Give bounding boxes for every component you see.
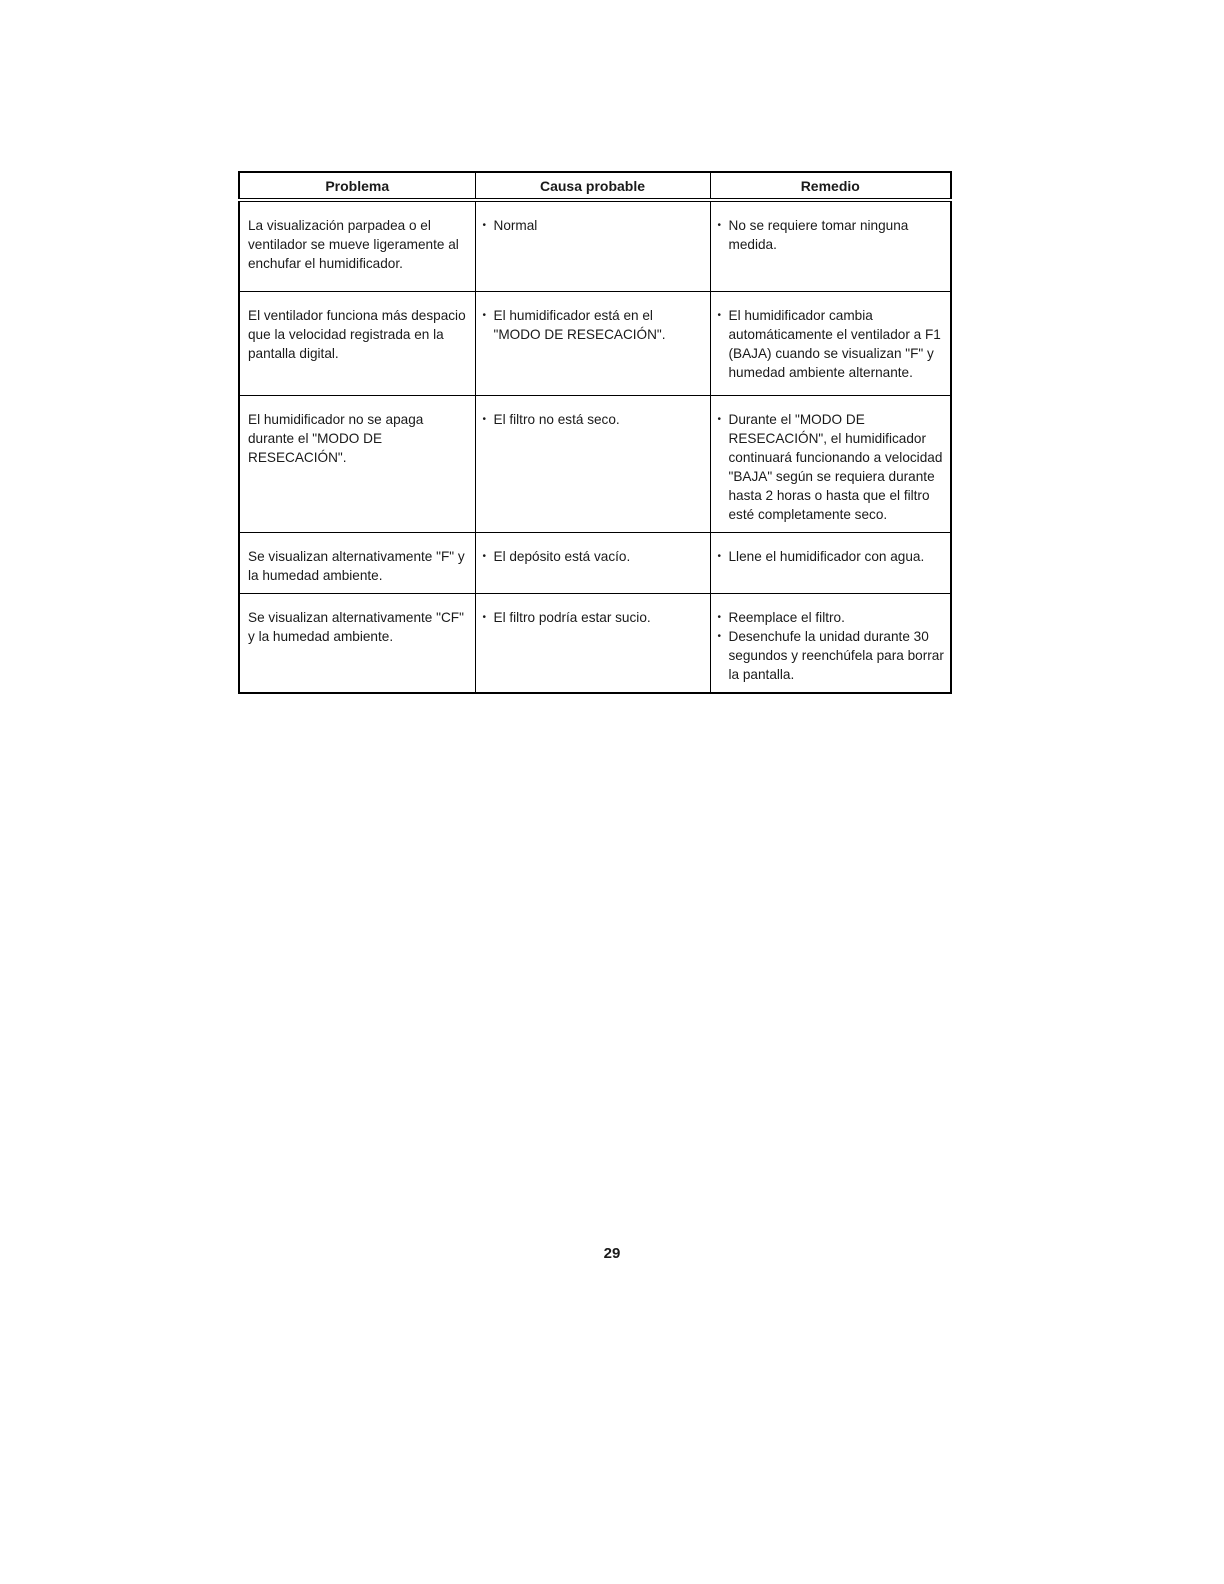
problem-cell: El humidificador no se apaga durante el "MODO DE RESECACIÓN". xyxy=(239,396,475,533)
cause-cell xyxy=(475,200,710,292)
cause-cell xyxy=(475,396,710,533)
remedy-item: • Durante el "MODO DE RESECACIÓN", el humidificador continuará funcionando a velocidad "BAJA" según se requiera durante hasta 2 horas o hasta que el filtro esté completamente seco. xyxy=(718,410,945,524)
cause-cell xyxy=(475,533,710,594)
header-cause: Causa probable xyxy=(475,172,710,200)
cause-item: • El humidificador está en el "MODO DE RESECACIÓN". xyxy=(483,306,704,344)
cause-cell xyxy=(475,594,710,694)
remedy-item: • No se requiere tomar ninguna medida. xyxy=(718,216,945,254)
remedy-cell xyxy=(710,200,951,292)
remedy-item: • Llene el humidificador con agua. xyxy=(718,547,945,566)
problem-cell: El ventilador funciona más despacio que la velocidad registrada en la pantalla digital. xyxy=(239,292,475,396)
remedy-item: • Desenchufe la unidad durante 30 segundos y reenchúfela para borrar la pantalla. xyxy=(718,627,945,684)
remedy-item: • Reemplace el filtro. xyxy=(718,608,945,627)
remedy-cell xyxy=(710,594,951,694)
table-row xyxy=(239,396,951,533)
table-row xyxy=(239,594,951,694)
cause-item: • Normal xyxy=(483,216,704,235)
header-problem: Problema xyxy=(239,172,475,200)
cause-item: • El filtro no está seco. xyxy=(483,410,704,429)
troubleshooting-table xyxy=(238,171,952,694)
remedy-cell xyxy=(710,396,951,533)
table-row xyxy=(239,200,951,292)
cause-cell xyxy=(475,292,710,396)
table-row xyxy=(239,292,951,396)
problem-cell: La visualización parpadea o el ventilador se mueve ligeramente al enchufar el humidificador. xyxy=(239,200,475,292)
problem-cell: Se visualizan alternativamente "F" y la humedad ambiente. xyxy=(239,533,475,594)
cause-item: • El depósito está vacío. xyxy=(483,547,704,566)
cause-item: • El filtro podría estar sucio. xyxy=(483,608,704,627)
header-remedy: Remedio xyxy=(710,172,951,200)
table-header-row xyxy=(239,172,951,200)
page-number: 29 xyxy=(603,1245,621,1262)
table-row xyxy=(239,533,951,594)
remedy-cell xyxy=(710,292,951,396)
remedy-item: • El humidificador cambia automáticamente el ventilador a F1 (BAJA) cuando se visualizan "F" y humedad ambiente alternante. xyxy=(718,306,945,382)
remedy-cell xyxy=(710,533,951,594)
problem-cell: Se visualizan alternativamente "CF" y la humedad ambiente. xyxy=(239,594,475,694)
